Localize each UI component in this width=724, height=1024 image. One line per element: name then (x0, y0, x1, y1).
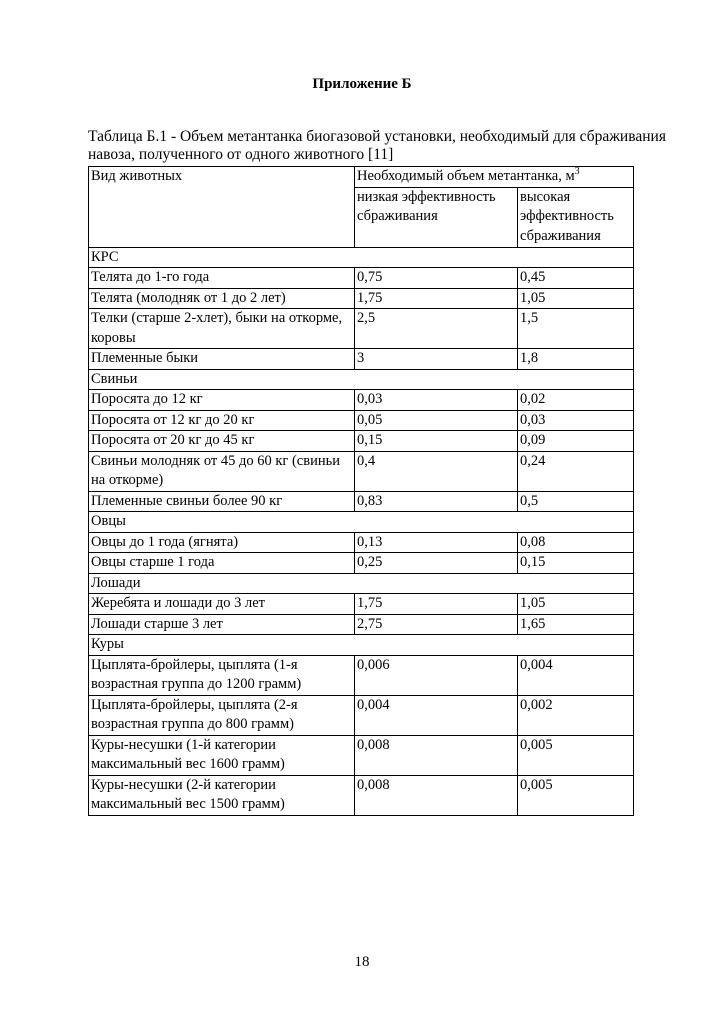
animal-cell: Цыплята-бройлеры, цыплята (1-я возрастная группа до 1200 грамм) (89, 655, 355, 695)
group-name: Лошади (89, 573, 634, 594)
table-row (89, 309, 634, 349)
low-efficiency-value: 2,5 (355, 309, 518, 349)
group-row (89, 573, 634, 594)
header-animal-type: Вид животных (89, 167, 355, 248)
animal-cell: Поросята от 20 кг до 45 кг (89, 431, 355, 452)
high-efficiency-value: 0,09 (518, 431, 634, 452)
animal-cell: Поросята от 12 кг до 20 кг (89, 410, 355, 431)
low-efficiency-value: 0,13 (355, 532, 518, 553)
table-row (89, 390, 634, 411)
group-row (89, 635, 634, 656)
low-efficiency-value: 2,75 (355, 614, 518, 635)
low-efficiency-value: 0,004 (355, 695, 518, 735)
methane-tank-volume-table (88, 166, 634, 816)
header-row (89, 167, 634, 188)
animal-cell: Жеребята и лошади до 3 лет (89, 594, 355, 615)
animal-cell: Лошади старше 3 лет (89, 614, 355, 635)
animal-cell: Телки (старше 2-хлет), быки на откорме, коровы (89, 309, 355, 349)
low-efficiency-value: 0,008 (355, 735, 518, 775)
table-row (89, 532, 634, 553)
low-efficiency-value: 1,75 (355, 288, 518, 309)
group-row (89, 247, 634, 268)
unit-superscript: 3 (574, 166, 580, 178)
table-row (89, 431, 634, 452)
low-efficiency-value: 0,15 (355, 431, 518, 452)
table-row (89, 451, 634, 491)
group-name: Свиньи (89, 369, 634, 390)
table-row (89, 775, 634, 815)
animal-cell: Куры-несушки (2-й категории максимальный вес 1500 грамм) (89, 775, 355, 815)
animal-cell: Овцы старше 1 года (89, 553, 355, 574)
animal-cell: Телята (молодняк от 1 до 2 лет) (89, 288, 355, 309)
low-efficiency-value: 0,008 (355, 775, 518, 815)
animal-cell: Куры-несушки (1-й категории максимальный вес 1600 грамм) (89, 735, 355, 775)
animal-cell: Поросята до 12 кг (89, 390, 355, 411)
table-row (89, 695, 634, 735)
animal-cell: Свиньи молодняк от 45 до 60 кг (свиньи на откорме) (89, 451, 355, 491)
animal-cell: Племенные быки (89, 349, 355, 370)
high-efficiency-value: 0,03 (518, 410, 634, 431)
table-caption: Таблица Б.1 - Объем метантанка биогазовой установки, необходимый для сбраживания навоза, полученного от одного животного [11] (88, 128, 666, 163)
high-efficiency-value: 0,002 (518, 695, 634, 735)
table-row (89, 491, 634, 512)
low-efficiency-value: 1,75 (355, 594, 518, 615)
high-efficiency-value: 0,5 (518, 491, 634, 512)
high-efficiency-value: 0,24 (518, 451, 634, 491)
high-efficiency-value: 0,08 (518, 532, 634, 553)
table-row (89, 553, 634, 574)
group-row (89, 369, 634, 390)
table-row (89, 735, 634, 775)
high-efficiency-value: 1,05 (518, 288, 634, 309)
animal-cell: Овцы до 1 года (ягнята) (89, 532, 355, 553)
group-name: Овцы (89, 512, 634, 533)
high-efficiency-value: 1,5 (518, 309, 634, 349)
table-row (89, 410, 634, 431)
table-row (89, 594, 634, 615)
appendix-heading: Приложение Б (312, 76, 412, 92)
low-efficiency-value: 0,75 (355, 268, 518, 289)
low-efficiency-value: 0,05 (355, 410, 518, 431)
high-efficiency-value: 0,005 (518, 735, 634, 775)
animal-cell: Цыплята-бройлеры, цыплята (2-я возрастная группа до 800 грамм) (89, 695, 355, 735)
high-efficiency-value: 0,15 (518, 553, 634, 574)
high-efficiency-value: 0,004 (518, 655, 634, 695)
low-efficiency-value: 3 (355, 349, 518, 370)
table-row (89, 288, 634, 309)
group-name: КРС (89, 247, 634, 268)
animal-cell: Племенные свиньи более 90 кг (89, 491, 355, 512)
high-efficiency-value: 1,8 (518, 349, 634, 370)
animal-cell: Телята до 1-го года (89, 268, 355, 289)
low-efficiency-value: 0,03 (355, 390, 518, 411)
group-row (89, 512, 634, 533)
table-row (89, 655, 634, 695)
group-name: Куры (89, 635, 634, 656)
page-number: 18 (354, 954, 370, 970)
high-efficiency-value: 1,05 (518, 594, 634, 615)
high-efficiency-value: 0,02 (518, 390, 634, 411)
header-high-efficiency: высокая эффективность сбраживания (518, 187, 634, 247)
low-efficiency-value: 0,006 (355, 655, 518, 695)
header-required-volume: Необходимый объем метантанка, $м^3$ (355, 167, 634, 188)
table-row (89, 349, 634, 370)
low-efficiency-value: 0,4 (355, 451, 518, 491)
low-efficiency-value: 0,25 (355, 553, 518, 574)
high-efficiency-value: 1,65 (518, 614, 634, 635)
high-efficiency-value: 0,45 (518, 268, 634, 289)
table-row (89, 268, 634, 289)
table-row (89, 614, 634, 635)
high-efficiency-value: 0,005 (518, 775, 634, 815)
header-low-efficiency: низкая эффективность сбраживания (355, 187, 518, 247)
low-efficiency-value: 0,83 (355, 491, 518, 512)
